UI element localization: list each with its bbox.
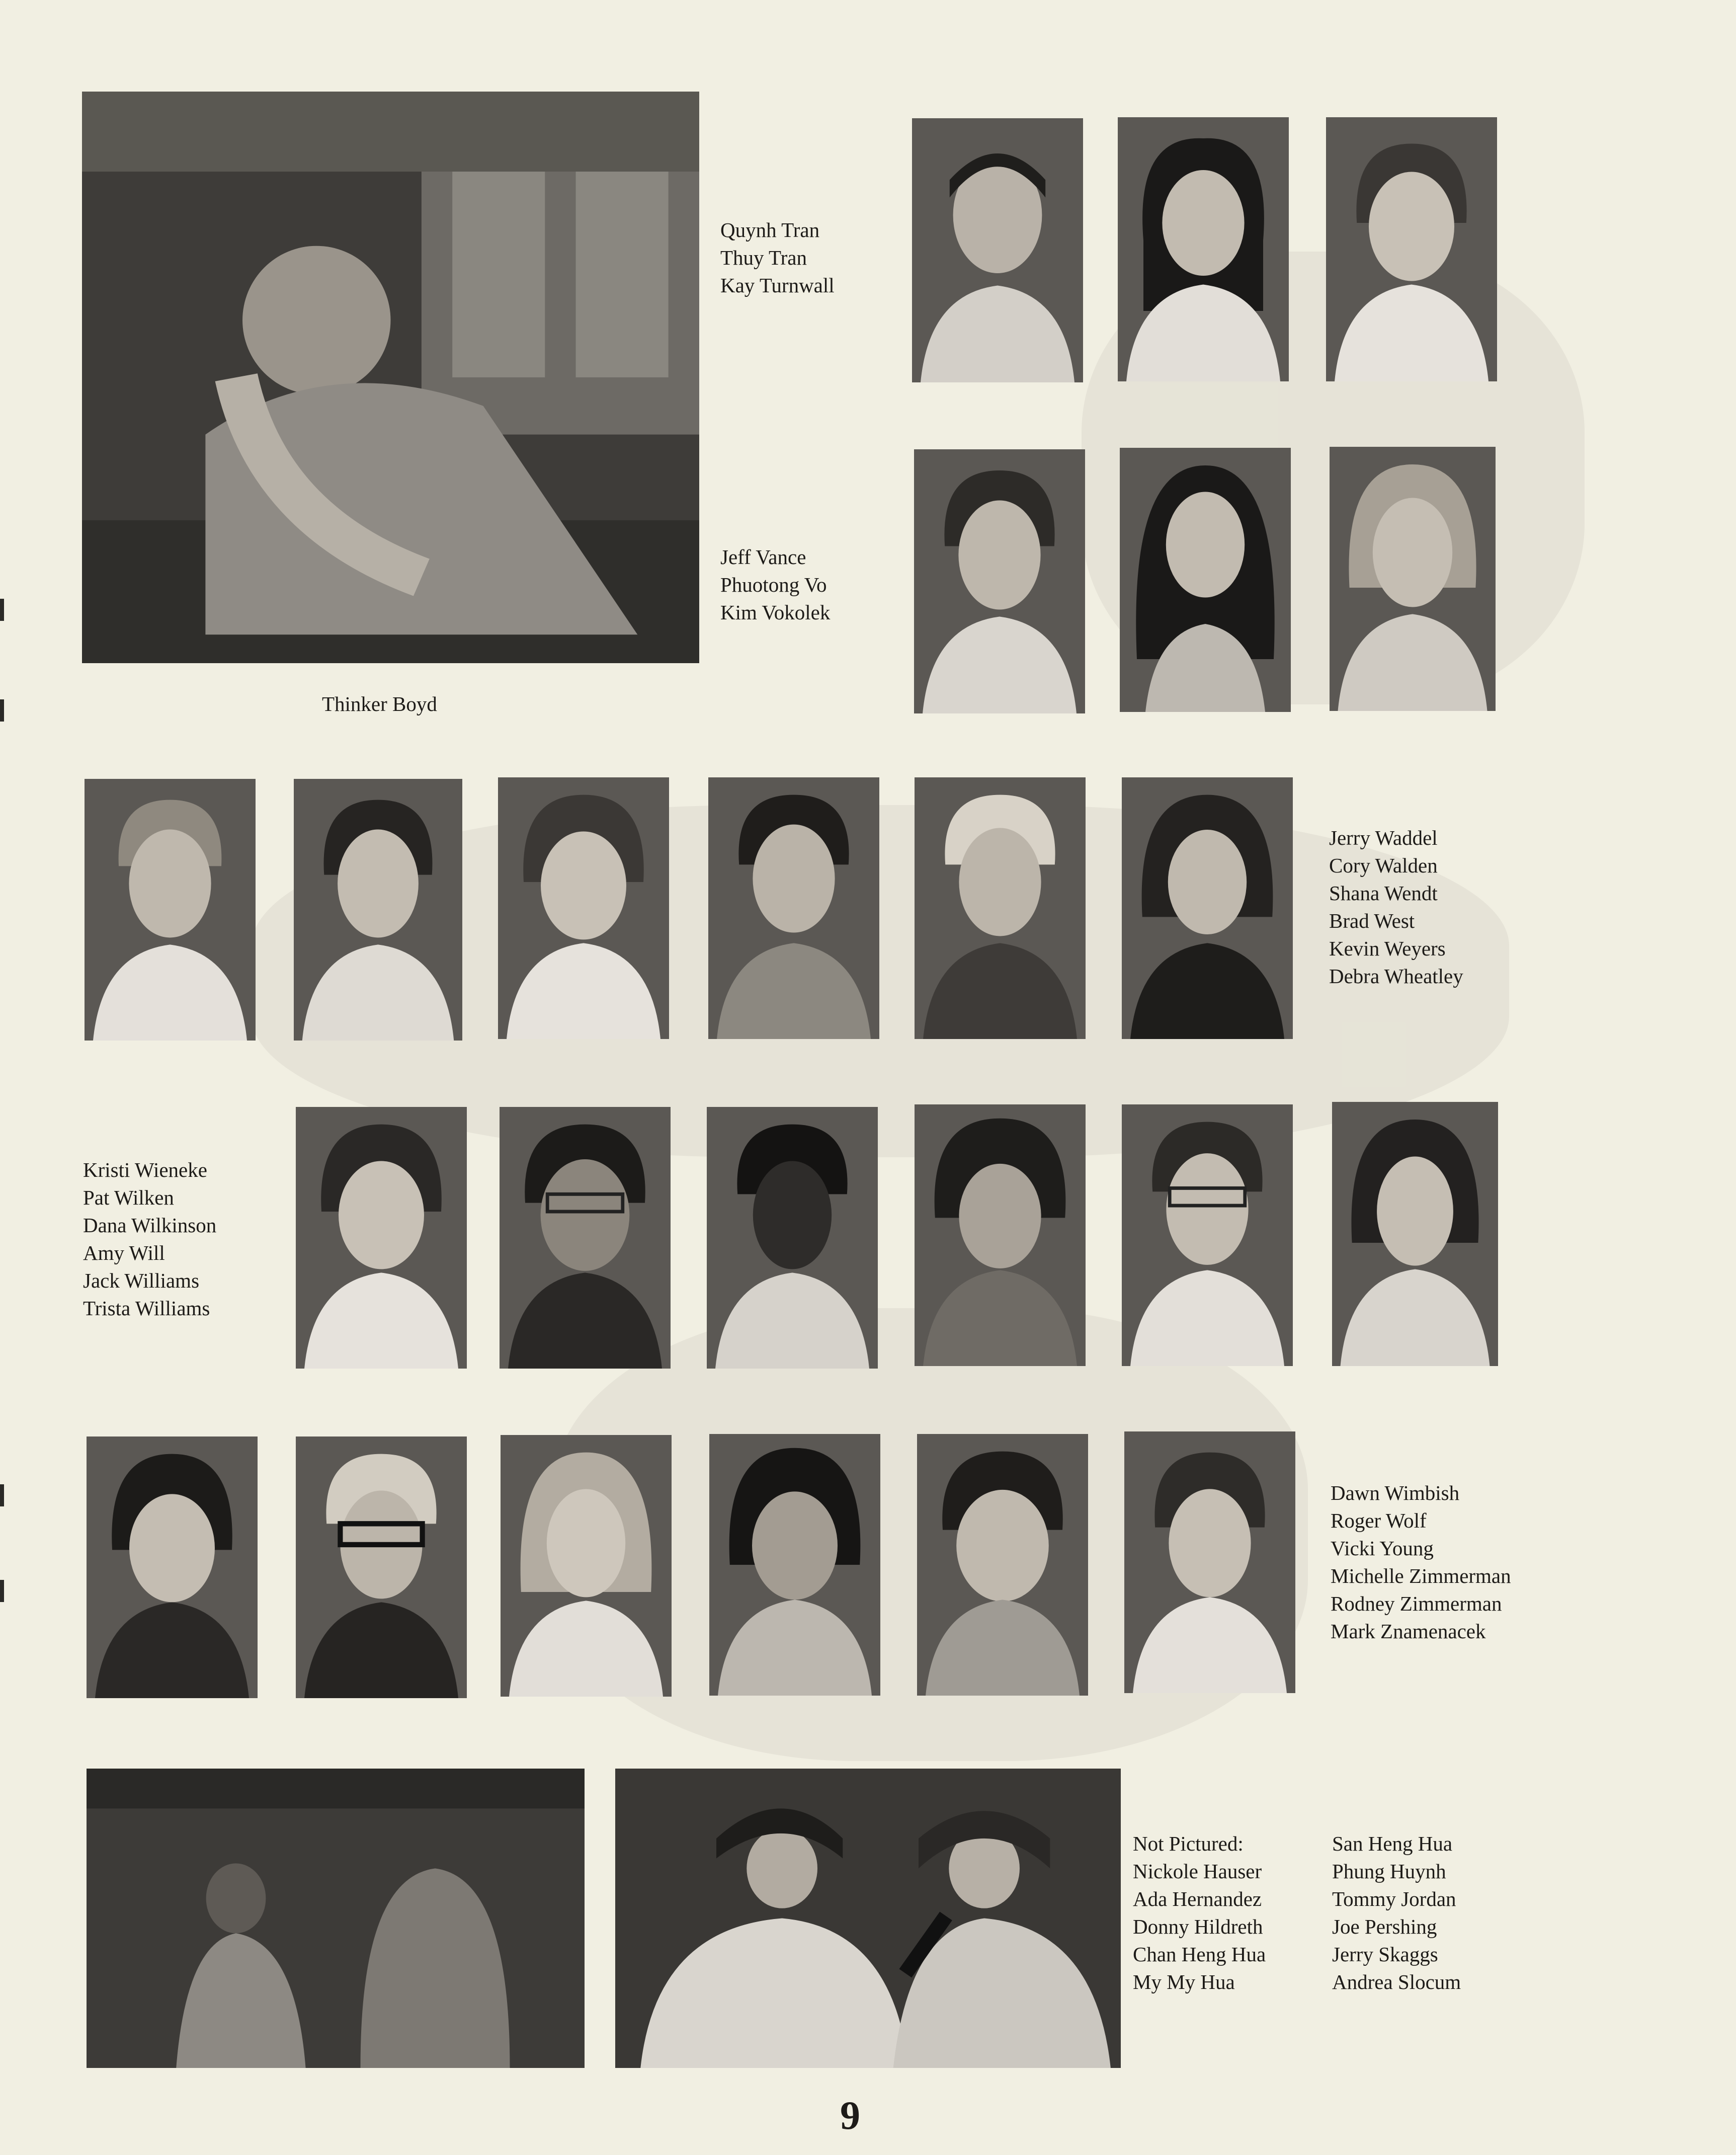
portrait-photo <box>912 118 1083 382</box>
page-number: 9 <box>840 2094 860 2138</box>
not-pictured-list-col2 <box>1332 1830 1461 1996</box>
student-name: Tommy Jordan <box>1332 1887 1456 1910</box>
portrait-photo <box>709 1434 880 1696</box>
student-name: Cory Walden <box>1329 854 1438 877</box>
portrait-photo <box>296 1107 467 1369</box>
portrait-photo <box>1124 1431 1295 1693</box>
portrait-photo <box>915 777 1086 1039</box>
portrait-photo <box>1122 777 1293 1039</box>
student-name: Mark Znamenacek <box>1331 1620 1486 1643</box>
not-pictured-list-col1 <box>1133 1858 1266 1996</box>
name-list-row2 <box>720 543 830 626</box>
student-name: Brad West <box>1329 909 1415 932</box>
student-name: Jerry Waddel <box>1329 826 1438 849</box>
student-name: Jack Williams <box>83 1269 200 1292</box>
student-name: Dawn Wimbish <box>1331 1481 1460 1504</box>
name-list-row1 <box>720 216 835 299</box>
candid-photo-hallway <box>87 1769 585 2068</box>
portrait-photo <box>707 1107 878 1369</box>
student-name: Nickole Hauser <box>1133 1860 1262 1883</box>
portrait-photo <box>1122 1104 1293 1366</box>
student-name: Donny Hildreth <box>1133 1915 1263 1938</box>
student-name: Jeff Vance <box>720 545 806 569</box>
student-name: Michelle Zimmerman <box>1331 1564 1511 1587</box>
student-name: Thuy Tran <box>720 246 807 269</box>
portrait-photo <box>1330 447 1496 711</box>
student-name: Kim Vokolek <box>720 601 831 624</box>
portrait-photo <box>1332 1102 1498 1366</box>
student-name: Phung Huynh <box>1332 1860 1446 1883</box>
portrait-photo <box>87 1436 258 1698</box>
portrait-photo <box>498 777 669 1039</box>
student-name: Debra Wheatley <box>1329 965 1463 988</box>
student-name: Trista Williams <box>83 1297 210 1320</box>
portrait-photo <box>915 1104 1086 1366</box>
student-name: My My Hua <box>1133 1970 1235 1993</box>
student-name: Dana Wilkinson <box>83 1214 217 1237</box>
feature-photo-caption: Thinker Boyd <box>322 692 437 715</box>
edge-mark <box>0 699 4 722</box>
student-name: Pat Wilken <box>83 1186 174 1209</box>
student-name: San Heng Hua <box>1332 1832 1453 1855</box>
name-list-row3 <box>1329 824 1463 990</box>
feature-photo-scene <box>82 92 699 663</box>
portrait-photo <box>917 1434 1088 1696</box>
student-name: Shana Wendt <box>1329 882 1438 905</box>
student-name: Rodney Zimmerman <box>1331 1592 1502 1615</box>
candid-photo-interview <box>615 1769 1121 2068</box>
student-name: Kay Turnwall <box>720 274 835 297</box>
name-list-row5 <box>1331 1479 1511 1645</box>
portrait-photo <box>85 779 256 1041</box>
edge-mark <box>0 1580 4 1602</box>
not-pictured-heading: Not Pictured: <box>1133 1832 1244 1855</box>
portrait-photo <box>500 1107 671 1369</box>
student-name: Vicki Young <box>1331 1537 1434 1560</box>
portrait-photo <box>294 779 462 1041</box>
portrait-photo <box>296 1436 467 1698</box>
name-list-row4 <box>83 1156 216 1322</box>
portrait-photo <box>1120 448 1291 712</box>
portrait-photo <box>1118 117 1289 381</box>
student-name: Phuotong Vo <box>720 573 827 596</box>
student-name: Kevin Weyers <box>1329 937 1446 960</box>
student-name: Andrea Slocum <box>1332 1970 1461 1993</box>
edge-mark <box>0 599 4 621</box>
portrait-photo <box>708 777 879 1039</box>
student-name: Quynh Tran <box>720 218 820 242</box>
student-name: Ada Hernandez <box>1133 1887 1262 1910</box>
student-name: Chan Heng Hua <box>1133 1943 1266 1966</box>
portrait-photo <box>501 1435 672 1697</box>
edge-mark <box>0 1484 4 1506</box>
student-name: Jerry Skaggs <box>1332 1943 1438 1966</box>
portrait-photo <box>914 449 1085 713</box>
student-name: Kristi Wieneke <box>83 1158 207 1181</box>
student-name: Roger Wolf <box>1331 1509 1427 1532</box>
feature-photo-thinker <box>82 92 699 663</box>
portrait-photo <box>1326 117 1497 381</box>
student-name: Joe Pershing <box>1332 1915 1437 1938</box>
student-name: Amy Will <box>83 1241 165 1264</box>
